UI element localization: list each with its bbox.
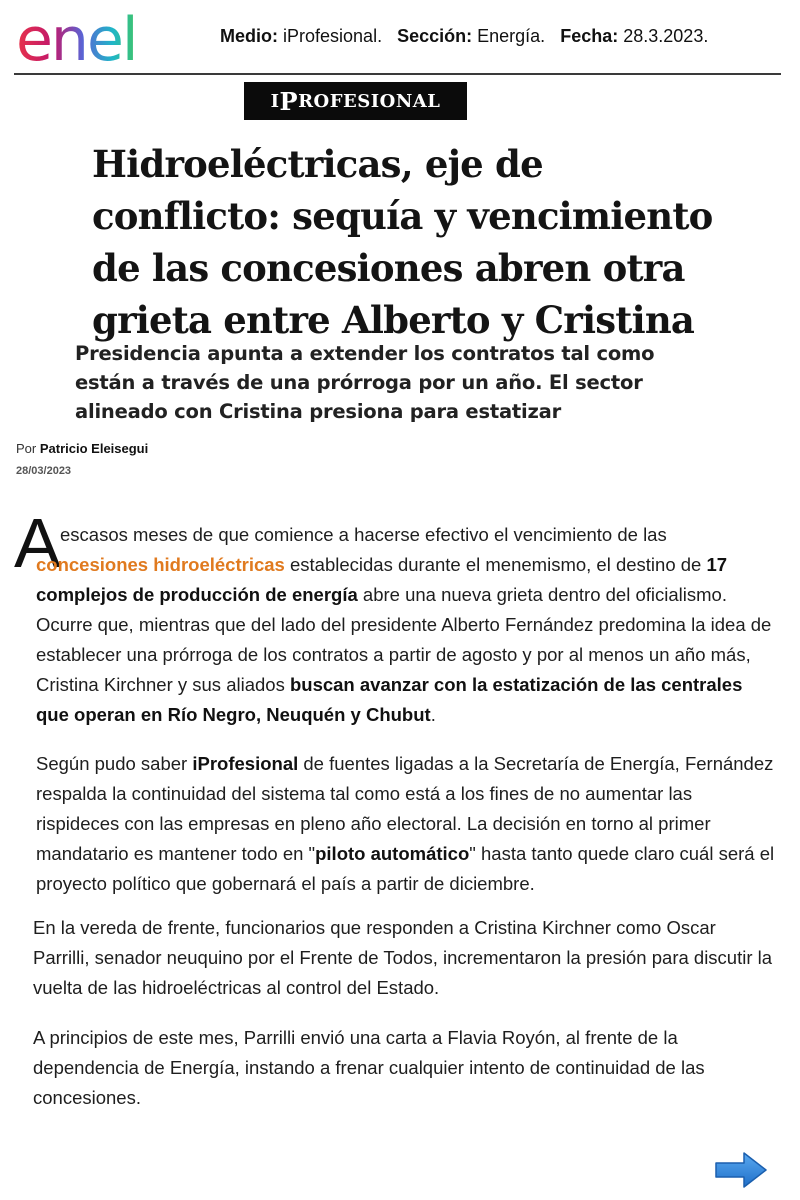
p1-text-3: abre una nueva grieta dentro del oficialismo. Ocurre que, mientras que del lado del presidente Alberto Fernández predomina la idea de establecer una prórroga de los contratos a partir de agosto y por al menos un año más, Cristina Kirchner y sus aliados <box>36 584 772 695</box>
medio-value: iProfesional. <box>283 26 383 46</box>
fecha-label: Fecha: <box>560 26 619 46</box>
header-divider <box>14 73 781 75</box>
fecha-value: 28.3.2023. <box>623 26 709 46</box>
brand-rest: ROFESIONAL <box>298 90 441 112</box>
byline-prefix: Por <box>16 441 37 456</box>
arrow-right-icon[interactable] <box>714 1150 768 1190</box>
svg-text:enel: enel <box>16 6 137 66</box>
p2-text-1: Según pudo saber <box>36 753 193 774</box>
seccion-label: Sección: <box>397 26 473 46</box>
p2-bold-2: piloto automático <box>315 843 470 864</box>
p2-text-2: de fuentes ligadas a la Secretaría de Energía, Fernández respalda la continuidad del sistema tal como está a los fines de no aumentar las rispideces con las empresas en pleno año electoral. La decisión en torno al primer mandatario es mantener todo en " <box>36 753 774 864</box>
p1-text-4: . <box>430 704 436 725</box>
p1-bold-1: 17 complejos de producción de energía <box>36 554 728 605</box>
brand-capital: P <box>279 86 299 116</box>
article-subtitle: Presidencia apunta a extender los contratos tal como están a través de una prórroga por un año. El sector alineado con Cristina presiona para estatizar <box>75 342 655 423</box>
concesiones-link[interactable]: concesiones hidroeléctricas <box>36 554 285 575</box>
p1-text-2: establecidas durante el menemismo, el destino de <box>284 554 707 575</box>
iprofesional-brand <box>244 82 467 120</box>
paragraph-4: A principios de este mes, Parrilli envió una carta a Flavia Royón, al frente de la dependencia de Energía, instando a frenar cualquier intento de continuidad de las concesiones. <box>33 1027 705 1108</box>
p2-text-3: " hasta tanto quede claro cuál será el proyecto político que gobernará el país a partir de diciembre. <box>36 843 775 894</box>
seccion-value: Energía. <box>477 26 546 46</box>
p1-text-1: escasos meses de que comience a hacerse efectivo el vencimiento de las <box>60 524 667 545</box>
brand-first-letter: I <box>270 90 280 112</box>
p2-bold-1: iProfesional <box>192 753 299 774</box>
byline <box>16 441 148 456</box>
source-metadata <box>220 26 708 47</box>
paragraph-1 <box>36 520 776 730</box>
article-headline: Hidroeléctricas, eje de conflicto: sequía y vencimiento de las concesiones abren otra grieta entre Alberto y Cristina <box>92 142 713 342</box>
paragraph-3: En la vereda de frente, funcionarios que responden a Cristina Kirchner como Oscar Parrilli, senador neuquino por el Frente de Todos, incrementaron la presión para discutir la vuelta de las hidroeléctricas al control del Estado. <box>33 917 773 998</box>
publish-date: 28/03/2023 <box>16 465 72 477</box>
drop-cap: A <box>14 504 61 582</box>
medio-label: Medio: <box>220 26 278 46</box>
paragraph-2 <box>36 749 776 899</box>
author-name[interactable]: Patricio Eleisegui <box>39 441 149 456</box>
enel-logo <box>16 6 182 66</box>
p1-bold-2: buscan avanzar con la estatización de las centrales que operan en Río Negro, Neuquén y Chubut <box>36 674 743 725</box>
